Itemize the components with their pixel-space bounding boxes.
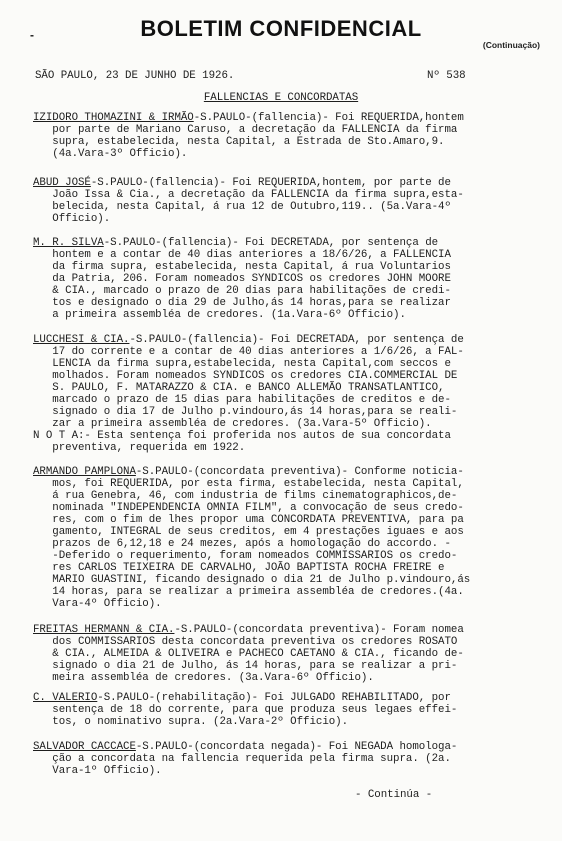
entry-line (33, 177, 464, 189)
entry-text: molhados. Foram nomeados SYNDICOS os credores CIA.COMMERCIAL DE (33, 370, 458, 382)
entry (33, 237, 451, 321)
entry-line (33, 201, 464, 213)
entry-text: dos COMMISSARIOS desta concordata preventiva os credores ROSATO (33, 636, 458, 648)
entry-text: -S.PAULO-(concordata preventiva)- Conforme noticia- (135, 466, 464, 478)
entry-line (33, 716, 457, 728)
entry-text: -S.PAULO-(fallencia)- Foi DECRETADA, por sentença de (129, 334, 464, 346)
entry-name: M. R. SILVA (33, 237, 104, 249)
entry-text: gamento, INTEGRAL de seus creditos, em 4 prestações iguaes e aos (33, 526, 464, 538)
entry-line (33, 538, 470, 550)
entry-text: -S.PAULO-(rehabilitação)- Foi JULGADO REHABILITADO, por (97, 692, 451, 704)
entry-line (33, 550, 470, 562)
entry-line (33, 148, 464, 160)
entry-text: nominada "INDEPENDENCIA OMNIA FILM", a convocação de seus credo- (33, 502, 464, 514)
dateline: SÃO PAULO, 23 DE JUNHO DE 1926. (35, 70, 235, 82)
entry-name: IZIDORO THOMAZINI & IRMÃO (33, 112, 194, 124)
entry-line (33, 741, 457, 753)
entry-text: tos e designado o dia 29 de Julho,ás 14 horas,para se realizar (33, 297, 451, 309)
entry-text: & CIA., ALMEIDA & OLIVEIRA e PACHECO CAETANO & CIA., ficando de- (33, 648, 464, 660)
entry-text: LENCIA da firma supra,estabelecida, nesta Capital,com seccos e (33, 358, 451, 370)
entry-text: N O T A:- Esta sentença foi proferida nos autos de sua concordata (33, 430, 451, 442)
entry-text: res CARLOS TEIXEIRA DE CARVALHO, JOÃO BAPTISTA ROCHA FREIRE e (33, 562, 445, 574)
entry-text: (4a.Vara-3º Officio). (33, 148, 188, 160)
entry-text: -S.PAULO-(concordata negada)- Foi NEGADA homologa- (135, 741, 458, 753)
entry-text: -S.PAULO-(fallencia)- Foi DECRETADA, por sentença de (103, 237, 439, 249)
document-title: BOLETIM CONFIDENCIAL (140, 16, 422, 41)
entry-text: da Patria, 206. Foram nomeados SYNDICOS os credores JOHN MOORE (33, 273, 451, 285)
entry-name: ABUD JOSÉ (33, 177, 91, 189)
entry-line (33, 237, 451, 249)
entry-line (33, 598, 470, 610)
entry-name: SALVADOR CACCACE (33, 741, 136, 753)
entry-line (33, 261, 451, 273)
entry-text: signado o dia 21 de Julho, ás 14 horas, para se realizar a pri- (33, 660, 458, 672)
entry (33, 334, 464, 454)
entry-line (33, 213, 464, 225)
entry-text: Officio). (33, 213, 111, 225)
entry-text: mos, foi REQUERIDA, por esta firma, estabelecida, nesta Capital, (33, 478, 464, 490)
entry-line (33, 249, 451, 261)
entry-line (33, 704, 457, 716)
entry-text: -S.PAULO-(fallencia)- Foi REQUERIDA,hontem (193, 112, 464, 124)
entry-line (33, 334, 464, 346)
entry-line (33, 382, 464, 394)
entry-line (33, 466, 470, 478)
entry-text: a primeira assembléa de credores. (1a.Vara-6º Officio). (33, 309, 406, 321)
entry-text: zar a primeira assembléa de credores. (3a.Vara-5º Officio). (33, 418, 432, 430)
entry-line (33, 189, 464, 201)
entry-text: tos, o nominativo supra. (2a.Vara-2º Officio). (33, 716, 349, 728)
entry-line (33, 478, 470, 490)
entry-name: C. VALERIO (33, 692, 98, 704)
entry-line (33, 418, 464, 430)
entry-text: 14 horas, para se realizar a primeira assembléa de credores.(4a. (33, 586, 464, 598)
entry-line (33, 692, 457, 704)
entry-line (33, 442, 464, 454)
entry-text: res, com o fim de lhes propor uma CONCORDATA PREVENTIVA, para pa (33, 514, 464, 526)
entry-text: á rua Genebra, 46, com industria de films cinematographicos,de- (33, 490, 458, 502)
entry-text: por parte de Mariano Caruso, a decretação da FALLENCIA da firma (33, 124, 458, 136)
continuation-label: (Continuação) (482, 40, 540, 50)
entry-line (33, 753, 457, 765)
entry-name: ARMANDO PAMPLONA (33, 466, 136, 478)
entry-line (33, 636, 464, 648)
entry-text: supra, estabelecida, nesta Capital, a Estrada de Sto.Amaro,9. (33, 136, 445, 148)
entry-line (33, 124, 464, 136)
entry-text: belecida, nesta Capital, á rua 12 de Outubro,119.. (5a.Vara-4º (33, 201, 451, 213)
continues-footer: - Continúa - (355, 789, 433, 801)
entry (33, 692, 457, 728)
header-dash: - (30, 28, 34, 42)
entry-line (33, 112, 464, 124)
entry-text: Vara-4º Officio). (33, 598, 162, 610)
entry-text: 17 do corrente e a contar de 40 dias anteriores a 1/6/26, a FAL- (33, 346, 464, 358)
entry-text: hontem e a contar de 40 dias anteriores a 18/6/26, a FALLENCIA (33, 249, 451, 261)
entry-line (33, 430, 464, 442)
entry-line (33, 285, 451, 297)
entry-line (33, 562, 470, 574)
entry-line (33, 490, 470, 502)
entry-line (33, 394, 464, 406)
entry-line (33, 309, 451, 321)
entry-line (33, 660, 464, 672)
entry-line (33, 273, 451, 285)
section-title: FALLENCIAS E CONCORDATAS (203, 92, 359, 104)
entry-text: -S.PAULO-(concordata preventiva)- Foram nomea (174, 624, 464, 636)
entry-text: ção a concordata na fallencia requerida pela firma supra. (2a. (33, 753, 451, 765)
entry (33, 741, 457, 777)
entry-line (33, 514, 470, 526)
entry-line (33, 574, 470, 586)
entry-text: da firma supra, estabelecida, nesta Capital, á rua Voluntarios (33, 261, 451, 273)
entry-line (33, 624, 464, 636)
entry-text: sentença de 18 do corrente, para que produza seus legaes effei- (33, 704, 458, 716)
entry-line (33, 672, 464, 684)
entry-text: prazos de 6,12,18 e 24 mezes, após a homologação do accordo. - (33, 538, 451, 550)
entry-text: meira assembléa de credores. (3a.Vara-6º Officio). (33, 672, 374, 684)
entry-text: -Deferido o requerimento, foram nomeados COMMISSARIOS os credo- (33, 550, 458, 562)
entry (33, 177, 464, 225)
entry-name: LUCCHESI & CIA. (33, 334, 130, 346)
entry-line (33, 297, 451, 309)
bulletin-number: Nº 538 (427, 70, 466, 82)
entry-line (33, 406, 464, 418)
entry-line (33, 136, 464, 148)
entry (33, 624, 464, 684)
entry-line (33, 586, 470, 598)
entry-line (33, 502, 470, 514)
entry-text: & CIA., marcado o prazo de 20 dias para habilitações de credi- (33, 285, 451, 297)
entry-text: -S.PAULO-(fallencia)- Foi REQUERIDA,hontem, por parte de (90, 177, 451, 189)
entry-text: João Issa & Cia., a decretação da FALLENCIA da firma supra,esta- (33, 189, 464, 201)
entry-line (33, 346, 464, 358)
entry (33, 466, 470, 610)
entry-text: MARIO GUASTINI, ficando designado o dia 21 de Julho p.vindouro,ás (33, 574, 471, 586)
entry-line (33, 765, 457, 777)
entry-text: marcado o prazo de 15 dias para habilitações de creditos e de- (33, 394, 451, 406)
entry-line (33, 526, 470, 538)
entry-text: Vara-1º Officio). (33, 765, 162, 777)
entry (33, 112, 464, 160)
entry-line (33, 358, 464, 370)
entry-text: S. PAULO, F. MATARAZZO & CIA. e BANCO ALLEMÃO TRANSATLANTICO, (33, 382, 445, 394)
entry-line (33, 370, 464, 382)
entry-text: preventiva, requerida em 1922. (33, 442, 246, 454)
entry-name: FREITAS HERMANN & CIA. (33, 624, 175, 636)
entry-text: signado o dia 17 de Julho p.vindouro,ás 14 horas,para se reali- (33, 406, 458, 418)
entry-line (33, 648, 464, 660)
